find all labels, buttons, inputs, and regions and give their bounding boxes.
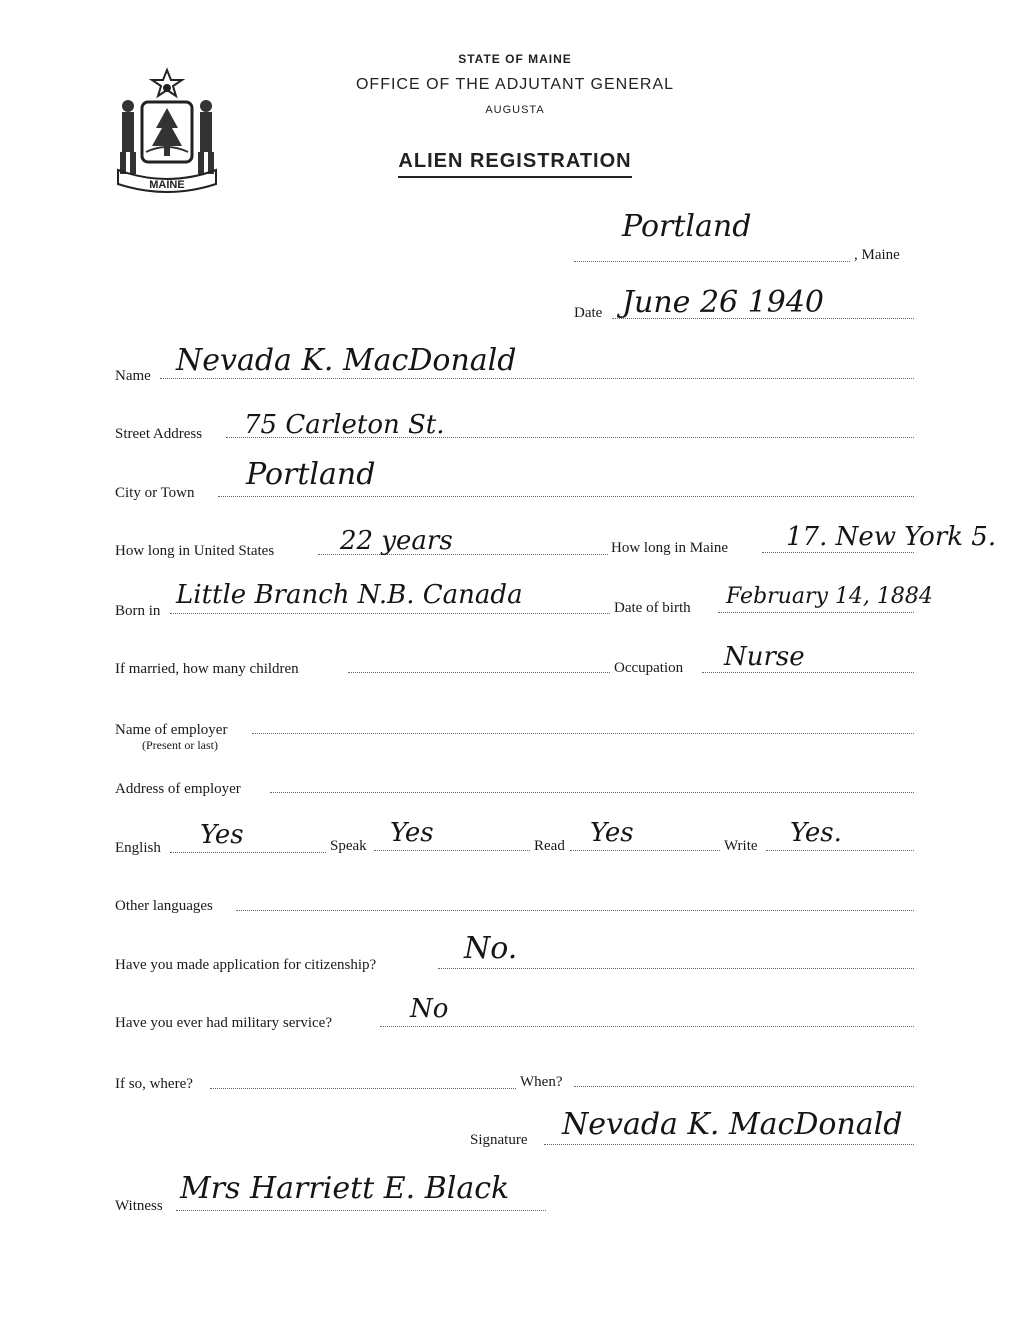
citizenship-line: [438, 968, 914, 969]
children-label: If married, how many children: [115, 661, 299, 677]
citizenship-value: No.: [464, 931, 518, 966]
place-value: Portland: [622, 209, 752, 244]
name-line: [160, 378, 914, 379]
city-label: City or Town: [115, 485, 195, 501]
speak-label: Speak: [330, 838, 367, 854]
name-value: Nevada K. MacDonald: [176, 343, 517, 378]
military-value: No: [410, 994, 449, 1024]
date-of-birth-line: [718, 612, 914, 613]
english-value: Yes: [200, 820, 244, 850]
read-label: Read: [534, 838, 565, 854]
read-line: [570, 850, 720, 851]
when-label: When?: [520, 1074, 563, 1090]
witness-value: Mrs Harriett E. Black: [180, 1171, 510, 1206]
occupation-label: Occupation: [614, 660, 684, 676]
born-in-line: [170, 613, 610, 614]
other-languages-label: Other languages: [115, 898, 213, 914]
how-long-maine-line: [762, 552, 914, 553]
how-long-us-value: 22 years: [340, 526, 453, 556]
header-office: OFFICE OF THE ADJUTANT GENERAL: [355, 76, 675, 93]
name-label: Name: [115, 368, 151, 384]
how-long-maine-value: 17. New York 5.: [786, 522, 997, 552]
read-value: Yes: [590, 818, 634, 848]
signature-line: [544, 1144, 914, 1145]
seal-banner-text: MAINE: [149, 179, 185, 191]
city-line: [218, 496, 914, 497]
date-of-birth-label: Date of birth: [614, 600, 691, 616]
speak-value: Yes: [390, 818, 434, 848]
employer-name-label: Name of employer: [115, 722, 228, 738]
state-seal-icon: [112, 66, 222, 196]
born-in-label: Born in: [115, 603, 161, 619]
occupation-value: Nurse: [724, 642, 805, 672]
street-address-value: 75 Carleton St.: [244, 410, 445, 440]
signature-value: Nevada K. MacDonald: [562, 1107, 903, 1142]
date-of-birth-value: February 14, 1884: [726, 584, 933, 609]
date-value: June 26 1940: [622, 285, 825, 320]
military-line: [380, 1026, 914, 1027]
signature-label: Signature: [470, 1132, 528, 1148]
citizenship-label: Have you made application for citizenship?: [115, 957, 377, 973]
born-in-value: Little Branch N.B. Canada: [176, 580, 523, 610]
other-languages-line: [236, 910, 914, 911]
where-label: If so, where?: [115, 1076, 193, 1092]
date-label: Date: [574, 305, 603, 321]
children-line: [348, 672, 610, 673]
occupation-line: [702, 672, 914, 673]
military-label: Have you ever had military service?: [115, 1015, 332, 1031]
street-address-label: Street Address: [115, 426, 203, 442]
city-value: Portland: [246, 457, 376, 492]
employer-name-line: [252, 733, 914, 734]
speak-line: [374, 850, 530, 851]
where-line: [210, 1088, 516, 1089]
witness-line: [176, 1210, 546, 1211]
english-line: [170, 852, 326, 853]
form-title: [300, 150, 730, 173]
how-long-maine-label: How long in Maine: [611, 540, 729, 556]
write-line: [766, 850, 914, 851]
employer-name-note: (Present or last): [142, 738, 218, 752]
employer-address-line: [270, 792, 914, 793]
witness-label: Witness: [115, 1198, 163, 1214]
form-title-text: ALIEN REGISTRATION: [398, 150, 631, 178]
header-city: AUGUSTA: [485, 104, 545, 116]
how-long-us-label: How long in United States: [115, 543, 275, 559]
when-line: [574, 1086, 914, 1087]
place-line: [574, 261, 850, 262]
employer-address-label: Address of employer: [115, 781, 241, 797]
write-value: Yes.: [790, 818, 842, 848]
place-suffix-label: , Maine: [854, 247, 900, 263]
write-label: Write: [724, 838, 758, 854]
header-state: STATE OF MAINE: [458, 52, 572, 66]
english-label: English: [115, 840, 161, 856]
